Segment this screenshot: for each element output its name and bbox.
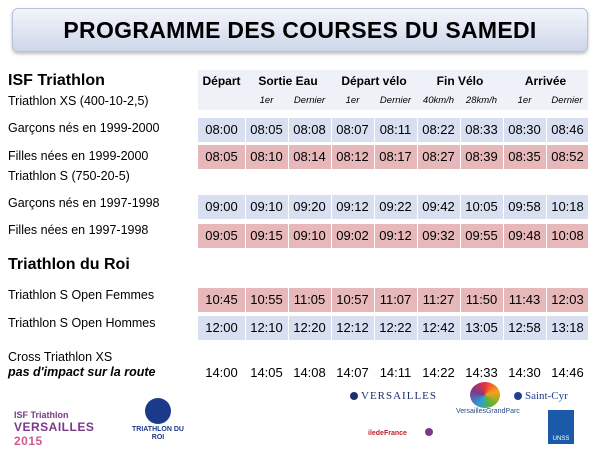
time-cell: 08:17: [379, 149, 412, 164]
column-divider: [288, 316, 289, 340]
subheader: Dernier: [546, 92, 588, 110]
column-divider: [546, 288, 547, 312]
column-divider: [331, 316, 332, 340]
column-divider: [331, 224, 332, 248]
time-cell: 10:57: [336, 292, 369, 307]
subheader: 28km/h: [460, 92, 503, 110]
column-divider: [331, 288, 332, 312]
time-cell: 08:35: [508, 149, 541, 164]
time-cell: 12:00: [205, 320, 238, 335]
table-row: [198, 145, 588, 169]
row-label: Garçons nés en 1999-2000: [8, 121, 160, 135]
time-cell: 12:22: [379, 320, 412, 335]
time-cell: 09:02: [336, 228, 369, 243]
column-divider: [374, 195, 375, 219]
column-divider: [546, 361, 547, 385]
time-cell: 11:43: [508, 292, 541, 307]
table-row: [198, 288, 588, 312]
column-divider: [417, 195, 418, 219]
crest-icon: [350, 392, 358, 400]
yvelines-logo: [425, 428, 461, 436]
time-cell: 10:05: [465, 199, 498, 214]
time-cell: 11:27: [422, 292, 455, 307]
time-cell: 12:03: [551, 292, 584, 307]
time-cell: 08:08: [293, 122, 326, 137]
column-divider: [503, 288, 504, 312]
time-cell: 09:22: [379, 199, 412, 214]
time-cell: 08:46: [551, 122, 584, 137]
versailles-logo: VERSAILLES: [350, 390, 445, 408]
column-divider: [245, 316, 246, 340]
time-cell: 14:07: [336, 365, 369, 380]
subheader: 1er: [503, 92, 546, 110]
time-cell: 14:11: [379, 365, 412, 380]
time-cell: 08:33: [465, 122, 498, 137]
column-divider: [417, 118, 418, 142]
unss-logo: UNSS: [548, 410, 574, 444]
cross-note: pas d'impact sur la route: [8, 365, 156, 379]
row-label: Cross Triathlon XS: [8, 350, 113, 364]
partner-logo: [486, 428, 524, 440]
time-cell: 08:07: [336, 122, 369, 137]
section-isf-triathlon: ISF Triathlon: [8, 72, 105, 89]
time-cell: 09:10: [293, 228, 326, 243]
column-divider: [288, 145, 289, 169]
saint-cyr-logo: Saint-Cyr: [514, 390, 594, 408]
time-cell: 14:05: [250, 365, 283, 380]
column-divider: [460, 118, 461, 142]
time-cell: 09:12: [379, 228, 412, 243]
time-cell: 09:15: [250, 228, 283, 243]
row-label: Triathlon S Open Hommes: [8, 316, 156, 330]
column-divider: [245, 361, 246, 385]
column-divider: [288, 195, 289, 219]
column-divider: [374, 288, 375, 312]
ile-de-france-logo: iledeFrance: [368, 430, 407, 437]
column-divider: [288, 118, 289, 142]
row-label: Filles nées en 1999-2000: [8, 149, 149, 163]
row-label: Filles nées en 1997-1998: [8, 223, 149, 237]
column-divider: [245, 145, 246, 169]
column-divider: [374, 145, 375, 169]
time-cell: 09:12: [336, 199, 369, 214]
column-divider: [546, 316, 547, 340]
page-title: PROGRAMME DES COURSES DU SAMEDI: [12, 8, 588, 52]
subheader: 40km/h: [417, 92, 460, 110]
subheader: 1er: [331, 92, 374, 110]
time-cell: 08:11: [379, 122, 412, 137]
time-cell: 12:42: [422, 320, 455, 335]
table-row: [198, 195, 588, 219]
column-divider: [417, 145, 418, 169]
column-divider: [331, 361, 332, 385]
column-divider: [546, 145, 547, 169]
column-divider: [546, 224, 547, 248]
row-label: Triathlon S Open Femmes: [8, 288, 155, 302]
column-divider: [245, 195, 246, 219]
column-divider: [331, 118, 332, 142]
subheader: Dernier: [374, 92, 417, 110]
column-divider: [503, 118, 504, 142]
time-cell: 13:18: [551, 320, 584, 335]
time-cell: 10:18: [551, 199, 584, 214]
triathlon-du-roi-logo: TRIATHLON DU ROI: [128, 398, 188, 444]
column-divider: [503, 145, 504, 169]
table-row: [198, 118, 588, 142]
burst-icon: [470, 382, 500, 408]
time-cell: 12:10: [250, 320, 283, 335]
row-label: Garçons nés en 1997-1998: [8, 196, 160, 210]
subheader-blank: [198, 92, 245, 110]
star-icon: [514, 392, 522, 400]
table-row: [198, 316, 588, 340]
yvelines-icon: [425, 428, 433, 436]
time-cell: 08:30: [508, 122, 541, 137]
header-depart-velo: Départ vélo: [331, 70, 417, 92]
time-cell: 12:12: [336, 320, 369, 335]
time-cell: 08:12: [336, 149, 369, 164]
column-divider: [460, 145, 461, 169]
column-divider: [417, 288, 418, 312]
column-divider: [460, 316, 461, 340]
time-cell: 08:00: [205, 122, 238, 137]
column-divider: [288, 224, 289, 248]
time-cell: 11:07: [379, 292, 412, 307]
column-divider: [374, 224, 375, 248]
column-divider: [503, 195, 504, 219]
time-cell: 08:10: [250, 149, 283, 164]
time-cell: 08:14: [293, 149, 326, 164]
time-cell: 08:39: [465, 149, 498, 164]
header-fin-velo: Fin Vélo: [417, 70, 503, 92]
time-cell: 08:05: [250, 122, 283, 137]
time-cell: 14:08: [293, 365, 326, 380]
section-triathlon-xs: Triathlon XS (400-10-2,5): [8, 94, 149, 108]
header-sortie-eau: Sortie Eau: [245, 70, 331, 92]
time-cell: 14:22: [422, 365, 455, 380]
versailles-grand-parc-logo: VersaillesGrandParc: [456, 382, 514, 430]
column-divider: [503, 224, 504, 248]
column-divider: [331, 195, 332, 219]
column-divider: [417, 316, 418, 340]
time-cell: 08:27: [422, 149, 455, 164]
time-cell: 10:45: [205, 292, 238, 307]
time-cell: 14:30: [508, 365, 541, 380]
time-cell: 09:42: [422, 199, 455, 214]
time-cell: 11:05: [293, 292, 326, 307]
column-divider: [245, 118, 246, 142]
column-divider: [374, 361, 375, 385]
time-cell: 10:55: [250, 292, 283, 307]
time-cell: 09:20: [293, 199, 326, 214]
header-depart: Départ: [198, 70, 245, 92]
subheader: Dernier: [288, 92, 331, 110]
time-cell: 09:58: [508, 199, 541, 214]
column-divider: [245, 224, 246, 248]
time-cell: 09:48: [508, 228, 541, 243]
time-cell: 11:50: [465, 292, 498, 307]
time-cell: 09:32: [422, 228, 455, 243]
column-divider: [288, 288, 289, 312]
subheader: 1er: [245, 92, 288, 110]
crown-icon: [145, 398, 171, 424]
column-divider: [460, 195, 461, 219]
column-divider: [374, 118, 375, 142]
column-divider: [417, 361, 418, 385]
column-divider: [288, 361, 289, 385]
section-triathlon-du-roi: Triathlon du Roi: [8, 256, 130, 273]
column-divider: [374, 316, 375, 340]
time-cell: 14:46: [551, 365, 584, 380]
column-divider: [245, 288, 246, 312]
time-cell: 09:55: [465, 228, 498, 243]
time-cell: 09:00: [205, 199, 238, 214]
column-divider: [460, 288, 461, 312]
table-row: [198, 224, 588, 248]
column-divider: [546, 118, 547, 142]
column-divider: [503, 316, 504, 340]
time-cell: 12:58: [508, 320, 541, 335]
section-triathlon-s: Triathlon S (750-20-5): [8, 169, 130, 183]
isf-versailles-logo: ISF Triathlon VERSAILLES 2015: [14, 410, 95, 448]
time-cell: 10:08: [551, 228, 584, 243]
time-cell: 13:05: [465, 320, 498, 335]
time-cell: 08:22: [422, 122, 455, 137]
time-cell: 14:00: [205, 365, 238, 380]
column-divider: [546, 195, 547, 219]
time-cell: 08:52: [551, 149, 584, 164]
time-cell: 09:10: [250, 199, 283, 214]
column-divider: [331, 145, 332, 169]
table-row: [198, 361, 588, 385]
time-cell: 14:33: [465, 365, 498, 380]
time-cell: 08:05: [205, 149, 238, 164]
header-arrivee: Arrivée: [503, 70, 588, 92]
column-divider: [460, 224, 461, 248]
time-cell: 12:20: [293, 320, 326, 335]
column-divider: [417, 224, 418, 248]
time-cell: 09:05: [205, 228, 238, 243]
